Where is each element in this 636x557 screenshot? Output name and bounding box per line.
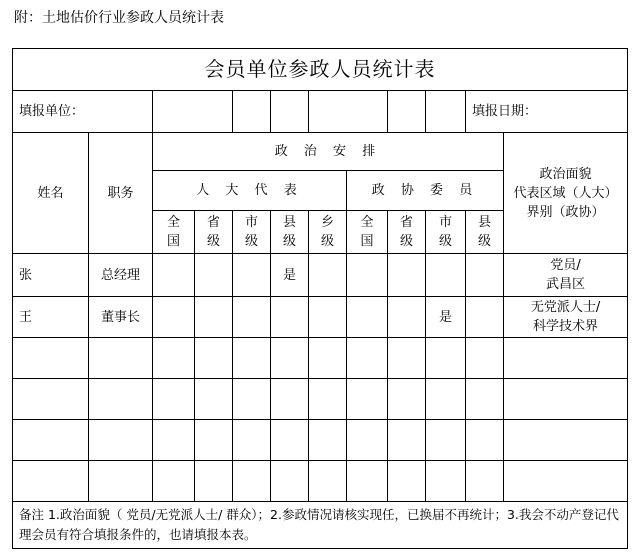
row-cell[interactable] bbox=[466, 254, 504, 297]
row-cell[interactable] bbox=[309, 297, 347, 338]
header-npc-national: 全 国 bbox=[153, 211, 195, 254]
fill-unit-field[interactable] bbox=[153, 91, 233, 133]
table-row bbox=[13, 254, 628, 297]
empty-row bbox=[13, 379, 628, 420]
row-cell[interactable] bbox=[388, 297, 426, 338]
row-cell[interactable] bbox=[388, 254, 426, 297]
row-cell[interactable] bbox=[309, 254, 347, 297]
header-name: 姓名 bbox=[13, 133, 89, 254]
header-npc: 人 大 代 表 bbox=[153, 171, 347, 211]
statistics-table bbox=[12, 48, 628, 549]
attachment-caption: 附：土地估价行业参政人员统计表 bbox=[14, 10, 224, 26]
row-affiliation: 无党派人士/ 科学技术界 bbox=[504, 297, 628, 338]
header-cppcc-national: 全 国 bbox=[347, 211, 388, 254]
row-affiliation: 党员/ 武昌区 bbox=[504, 254, 628, 297]
fill-info-row bbox=[13, 91, 628, 133]
header-cppcc-provincial: 省 级 bbox=[388, 211, 426, 254]
fill-unit-field[interactable] bbox=[426, 91, 466, 133]
row-cell[interactable] bbox=[233, 297, 271, 338]
row-name: 张 bbox=[13, 254, 89, 297]
fill-date-label: 填报日期： bbox=[466, 91, 628, 133]
row-cell[interactable] bbox=[233, 254, 271, 297]
header-affiliation: 政治面貌 代表区域（人大） 界别（政协） bbox=[504, 133, 628, 254]
fill-unit-field[interactable] bbox=[233, 91, 271, 133]
row-cell[interactable] bbox=[347, 297, 388, 338]
footnote: 备注 1.政治面貌（ 党员/无党派人士/ 群众）；2.参政情况请核实现任，已换届不再统计；3.我会不动产登记代理会员有符合填报条件的，也请填报本表。 bbox=[13, 502, 628, 549]
row-cell[interactable]: 是 bbox=[271, 254, 309, 297]
row-cell[interactable] bbox=[195, 254, 233, 297]
empty-row bbox=[13, 338, 628, 379]
row-cell[interactable] bbox=[347, 254, 388, 297]
table-row bbox=[13, 297, 628, 338]
header-cppcc: 政 协 委 员 bbox=[347, 171, 504, 211]
empty-row bbox=[13, 461, 628, 502]
row-cell[interactable] bbox=[426, 254, 466, 297]
header-cppcc-city: 市 级 bbox=[426, 211, 466, 254]
fill-unit-label: 填报单位： bbox=[13, 91, 153, 133]
fill-unit-field[interactable] bbox=[271, 91, 309, 133]
row-cell[interactable]: 是 bbox=[426, 297, 466, 338]
header-political-arrangement: 政 治 安 排 bbox=[153, 133, 504, 171]
row-cell[interactable] bbox=[153, 254, 195, 297]
header-cppcc-county: 县 级 bbox=[466, 211, 504, 254]
header-npc-county: 县 级 bbox=[271, 211, 309, 254]
row-position: 总经理 bbox=[89, 254, 153, 297]
header-npc-provincial: 省 级 bbox=[195, 211, 233, 254]
row-cell[interactable] bbox=[466, 297, 504, 338]
row-cell[interactable] bbox=[195, 297, 233, 338]
header-npc-city: 市 级 bbox=[233, 211, 271, 254]
header-position: 职务 bbox=[89, 133, 153, 254]
table-title: 会员单位参政人员统计表 bbox=[13, 49, 628, 91]
fill-unit-field[interactable] bbox=[388, 91, 426, 133]
fill-unit-field[interactable] bbox=[309, 91, 388, 133]
empty-row bbox=[13, 420, 628, 461]
row-cell[interactable] bbox=[271, 297, 309, 338]
row-position: 董事长 bbox=[89, 297, 153, 338]
header-npc-township: 乡 级 bbox=[309, 211, 347, 254]
row-name: 王 bbox=[13, 297, 89, 338]
row-cell[interactable] bbox=[153, 297, 195, 338]
